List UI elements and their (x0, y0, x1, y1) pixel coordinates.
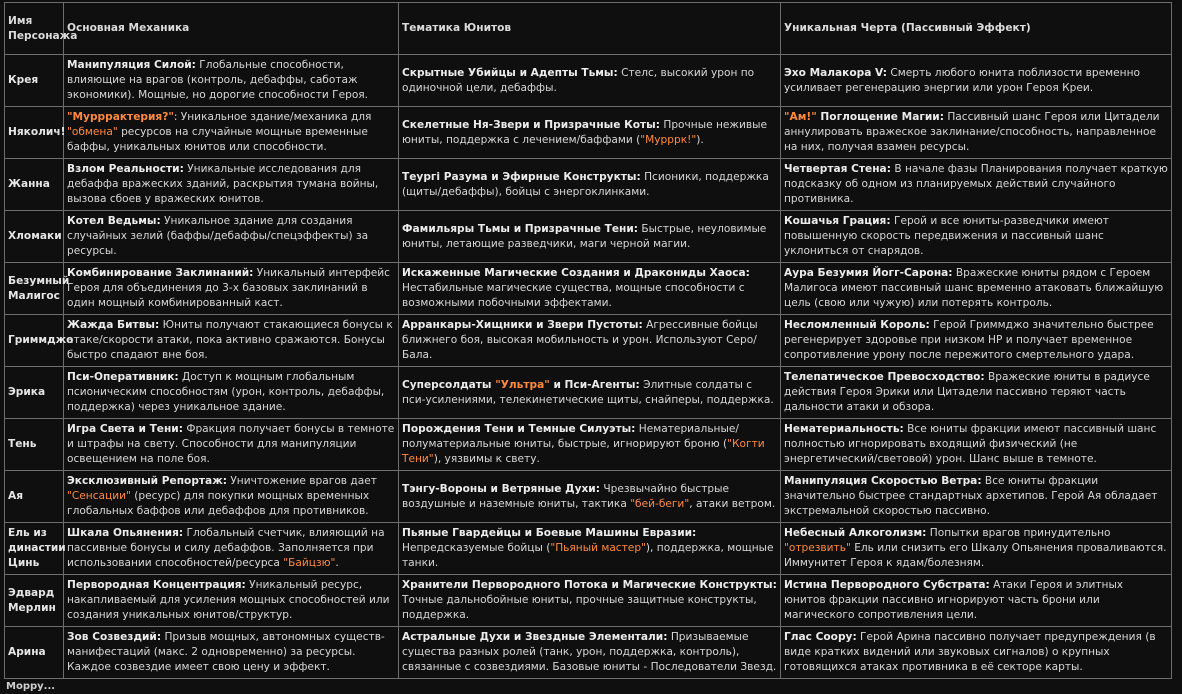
text-segment: Эксклюзивный Репортаж: (67, 475, 227, 487)
table-row (5, 575, 1172, 627)
text-segment: ), уязвимы к свету. (433, 453, 540, 465)
trait-cell (781, 263, 1172, 315)
text-segment: Атаки Героя и элитных юнитов фракции пассивно игнорируют часть брони или магического сопротивления цели. (784, 579, 1124, 621)
text-segment: Скелетные Ня-Звери и Призрачные Коты: (402, 118, 660, 131)
text-segment: "Ам!" (784, 111, 817, 123)
text-segment: Доступ к мощным глобальным псионическим способностям (урон, контроль, дебаффы, поддержка) через уникальное здание. (67, 371, 385, 413)
text-segment: Игра Света и Тени: (67, 423, 183, 435)
text-segment: Четвертая Стена: (784, 163, 891, 175)
text-segment: Жажда Битвы: (67, 319, 160, 331)
text-segment: Точные дальнобойные юниты, прочные защитные конструкты, поддержка. (402, 594, 757, 621)
text-segment: (ресурс) для покупки мощных временных глобальных баффов или дебаффов для противников. (67, 490, 370, 517)
text-segment: Глас Соору: (784, 631, 857, 643)
mechanic-cell (64, 107, 399, 159)
mechanic-cell (64, 471, 399, 523)
trait-cell (781, 315, 1172, 367)
units-cell (399, 159, 781, 211)
character-name: Безумный Малигос (5, 263, 64, 315)
text-segment: Взлом Реальности: (67, 163, 184, 175)
table-row (5, 419, 1172, 471)
text-segment: Тэнгу-Вороны и Ветряные Духи: (402, 482, 600, 495)
table-row (5, 55, 1172, 107)
text-segment: "отрезвить" (784, 542, 851, 554)
text-segment: Фамильяры Тьмы и Призрачные Тени: (402, 222, 639, 235)
text-segment: "Ультра" (495, 378, 550, 391)
trait-cell (781, 107, 1172, 159)
table-row (5, 263, 1172, 315)
text-segment: . (335, 557, 339, 569)
text-segment: Герой Гриммджо значительно быстрее регенерирует здоровье при низком HP и получает временное сопротивление урону после пережитого смертельного удара. (784, 319, 1154, 361)
trait-cell (781, 159, 1172, 211)
character-name: Жанна (5, 159, 64, 211)
text-segment: Несломленный Король: (784, 319, 930, 331)
trait-cell (781, 575, 1172, 627)
text-segment: "бей-беги" (630, 497, 690, 510)
mechanic-cell (64, 575, 399, 627)
text-segment: Призыв мощных, автономных существ-манифестаций (макс. 2 одновременно) за ресурсы. Каждое созвездие имеет свою цену и эффект. (67, 631, 385, 673)
text-segment: : Уникальное здание/механика для (173, 111, 372, 123)
units-cell (399, 107, 781, 159)
trait-cell (781, 471, 1172, 523)
text-segment: Стелс, высокий урон по одиночной цели, дебаффы. (402, 66, 755, 94)
text-segment: Порождения Тени и Темные Силуэты: (402, 423, 636, 435)
text-segment: Непредсказуемые бойцы ( (402, 542, 551, 554)
units-cell (399, 211, 781, 263)
text-segment: Ель или снизить его Шкалу Опьянения проваливаются. Иммунитет Героя к ядам/болезням. (784, 542, 1167, 569)
trait-cell (781, 367, 1172, 419)
table-row (5, 627, 1172, 679)
text-segment: Уникальное здание для создания случайных зелий (баффы/дебаффы/спецэффекты) за ресурсы. (67, 215, 369, 257)
text-segment: ресурсов на случайные мощные временные баффы, уникальных юнитов или способности. (67, 126, 368, 153)
text-segment: Фракция получает бонусы в темноте и штрафы на свету. Способности для манипуляции освещением на поле боя. (67, 423, 395, 465)
units-cell (399, 419, 781, 471)
text-segment: Чрезвычайно быстрые воздушные и наземные юниты, тактика (402, 482, 729, 510)
text-segment: Уничтожение врагов дает (226, 475, 377, 487)
text-segment: Псионики, поддержка (щиты/дебаффы), бойцы с энергоклинками. (402, 170, 769, 198)
character-name: Ая (5, 471, 64, 523)
text-segment: Нематериальные/полуматериальные юниты, быстрые, игнорируют броню ( (402, 423, 739, 450)
table-row (5, 211, 1172, 263)
mechanic-cell (64, 159, 399, 211)
text-segment: "обмена" (67, 126, 118, 138)
text-segment: Пси-Оперативник: (67, 371, 179, 383)
text-segment: В начале фазы Планирования получает краткую подсказку об одном из планируемых действий случайного противника. (784, 163, 1168, 205)
header-units: Тематика Юнитов (399, 3, 781, 55)
character-name: Хломаки (5, 211, 64, 263)
text-segment: Пьяные Гвардейцы и Боевые Машины Евразии: (402, 527, 697, 539)
text-segment: Агрессивные бойцы ближнего боя, высокая мобильность и урон. Используют Серо/Бала. (402, 319, 758, 361)
units-cell (399, 315, 781, 367)
text-segment: Хранители Первородного Потока и Магические Конструкты: (402, 579, 777, 591)
text-segment: Вражеские юниты в радиусе действия Героя Эрики или Цитадели пассивно теряют часть дальности атаки и обзора. (784, 371, 1150, 413)
text-segment: Глобальные способности, влияющие на врагов (контроль, дебаффы, саботаж экономики). Мощные, но дорогие способности Героя. (67, 59, 369, 101)
text-segment: Все юниты фракции значительно быстрее стандартных архетипов. Герой Ая обладает экстремальной скоростью пассивно. (784, 475, 1158, 517)
mechanic-cell (64, 523, 399, 575)
character-name: Крея (5, 55, 64, 107)
trait-cell (781, 627, 1172, 679)
text-segment: Глобальный счетчик, влияющий на пассивные бонусы и силу дебаффов. Заполняется при использовании способностей/ресурса (67, 527, 385, 569)
text-segment: и Пси-Агенты: (549, 378, 640, 391)
text-segment: Все юниты фракции имеют пассивный шанс полностью игнорировать входящий физический (не энергетический/световой) урон. Шанс выше в темноте. (784, 423, 1157, 465)
units-cell (399, 575, 781, 627)
trait-cell (781, 211, 1172, 263)
trait-cell (781, 55, 1172, 107)
table-row (5, 523, 1172, 575)
mechanic-cell (64, 211, 399, 263)
character-name: Арина (5, 627, 64, 679)
text-segment: Зов Созвездий: (67, 631, 162, 643)
text-segment: Элитные солдаты с пси-усилениями, телекинетические щиты, снайперы, поддержка. (402, 378, 774, 406)
text-segment: Манипуляция Силой: (67, 59, 196, 71)
units-cell (399, 471, 781, 523)
text-segment: Поглощение Магии: (816, 111, 944, 123)
table-row (5, 107, 1172, 159)
text-segment: Юниты получают стакающиеся бонусы к атаке/скорости атаки, пока активно сражаются. Бонусы быстро спадают вне боя. (67, 319, 393, 361)
character-name: Эдвард Мерлин (5, 575, 64, 627)
trait-cell (781, 523, 1172, 575)
table-header-row (5, 3, 1172, 55)
text-segment: Нематериальность: (784, 423, 904, 435)
text-segment: Комбинирование Заклинаний: (67, 267, 254, 279)
header-name: Имя Персонажа (5, 3, 64, 55)
text-segment: "Мурррк!" (640, 133, 697, 146)
text-segment: ). (696, 133, 704, 146)
header-mechanic: Основная Механика (64, 3, 399, 55)
text-segment: Нестабильные магические существа, мощные способности с возможными побочными эффектами. (402, 282, 745, 309)
text-segment: Небесный Алкоголизм: (784, 527, 927, 539)
text-segment: Теургі Разума и Эфирные Конструкты: (402, 170, 641, 183)
mechanic-cell (64, 263, 399, 315)
units-cell (399, 263, 781, 315)
units-cell (399, 55, 781, 107)
text-segment: Вражеские юниты рядом с Героем Малигоса имеют пассивный шанс временно атаковать ближайшую цель (свою или чужую) или потерять контроль. (784, 267, 1164, 309)
footer-text: Морру... (6, 681, 56, 692)
text-segment: ), поддержка, мощные танки. (402, 542, 774, 569)
text-segment: Астральные Духи и Звездные Элементали: (402, 631, 668, 643)
factions-table (4, 2, 1172, 679)
units-cell (399, 367, 781, 419)
text-segment: Суперсолдаты (402, 378, 496, 391)
text-segment: Попытки врагов принудительно (926, 527, 1111, 539)
text-segment: Шкала Опьянения: (67, 527, 184, 539)
text-segment: Манипуляция Скоростью Ветра: (784, 475, 982, 487)
character-name: Тень (5, 419, 64, 471)
text-segment: Скрытные Убийцы и Адепты Тьмы: (402, 66, 618, 79)
mechanic-cell (64, 367, 399, 419)
text-segment: Призываемые существа разных ролей (танк, урон, поддержка, контроль), связанные с созвездиями. Базовые юниты - Последователи Звезд. (402, 631, 777, 673)
text-segment: Телепатическое Превосходство: (784, 371, 985, 383)
text-segment: Искаженные Магические Создания и Дракониды Хаоса: (402, 267, 750, 279)
text-segment: Пассивный шанс Героя или Цитадели аннулировать вражеское заклинание/способность, направленное на них, получая взамен ресурсы. (784, 111, 1160, 153)
text-segment: Арранкары-Хищники и Звери Пустоты: (402, 319, 643, 331)
text-segment: Эхо Малакора V: (784, 66, 888, 79)
text-segment: Первородная Концентрация: (67, 579, 246, 591)
text-segment: "Пьяный мастер" (550, 542, 646, 554)
table-row (5, 471, 1172, 523)
units-cell (399, 627, 781, 679)
character-name: Гриммджо (5, 315, 64, 367)
text-segment: Уникальные исследования для дебаффа вражеских зданий, раскрытия тумана войны, вызова сбоев у вражеских юнитов. (67, 163, 379, 205)
text-segment: Истина Первородного Субстрата: (784, 579, 990, 591)
text-segment: "Сенсации" (67, 490, 131, 502)
text-segment: Герой Арина пассивно получает предупреждения (в виде кратких видений или звуковых сигналов) о крупных готовящихся атаках противника в её секторе карты. (784, 631, 1156, 673)
table-row (5, 367, 1172, 419)
text-segment: Котел Ведьмы: (67, 215, 161, 227)
text-segment: Быстрые, неуловимые юниты, летающие разведчики, маги черной магии. (402, 222, 767, 250)
character-name: Эрика (5, 367, 64, 419)
mechanic-cell (64, 627, 399, 679)
trait-cell (781, 419, 1172, 471)
mechanic-cell (64, 55, 399, 107)
text-segment: Аура Безумия Йогг-Сарона: (784, 267, 953, 279)
text-segment: Смерть любого юнита поблизости временно усиливает регенерацию энергии или урон Героя Креи. (784, 66, 1140, 94)
text-segment: Герой и все юниты-разведчики имеют повышенную скорость передвижения и пассивный шанс уклониться от снарядов. (784, 215, 1109, 257)
text-segment: "Когти Тени" (402, 438, 765, 465)
text-segment: Прочные неживые юниты, поддержка с лечением/баффами ( (402, 118, 767, 146)
text-segment: "Байцзю" (283, 557, 336, 569)
text-segment: "Мурррактерия?" (67, 111, 174, 123)
units-cell (399, 523, 781, 575)
text-segment: Уникальный ресурс, накапливаемый для усиления мощных способностей или создания уникальных юнитов/структур. (67, 579, 390, 621)
text-segment: Уникальный интерфейс Героя для объединения до 3-х базовых заклинаний в один мощный комбинированный каст. (67, 267, 390, 309)
header-trait: Уникальная Черта (Пассивный Эффект) (781, 3, 1172, 55)
table-row (5, 315, 1172, 367)
mechanic-cell (64, 419, 399, 471)
text-segment: Кошачья Грация: (784, 215, 891, 227)
table-row (5, 159, 1172, 211)
mechanic-cell (64, 315, 399, 367)
character-name: Няколич! (5, 107, 64, 159)
text-segment: , атаки ветром. (689, 497, 776, 510)
character-name: Ель из династии Цинь (5, 523, 64, 575)
